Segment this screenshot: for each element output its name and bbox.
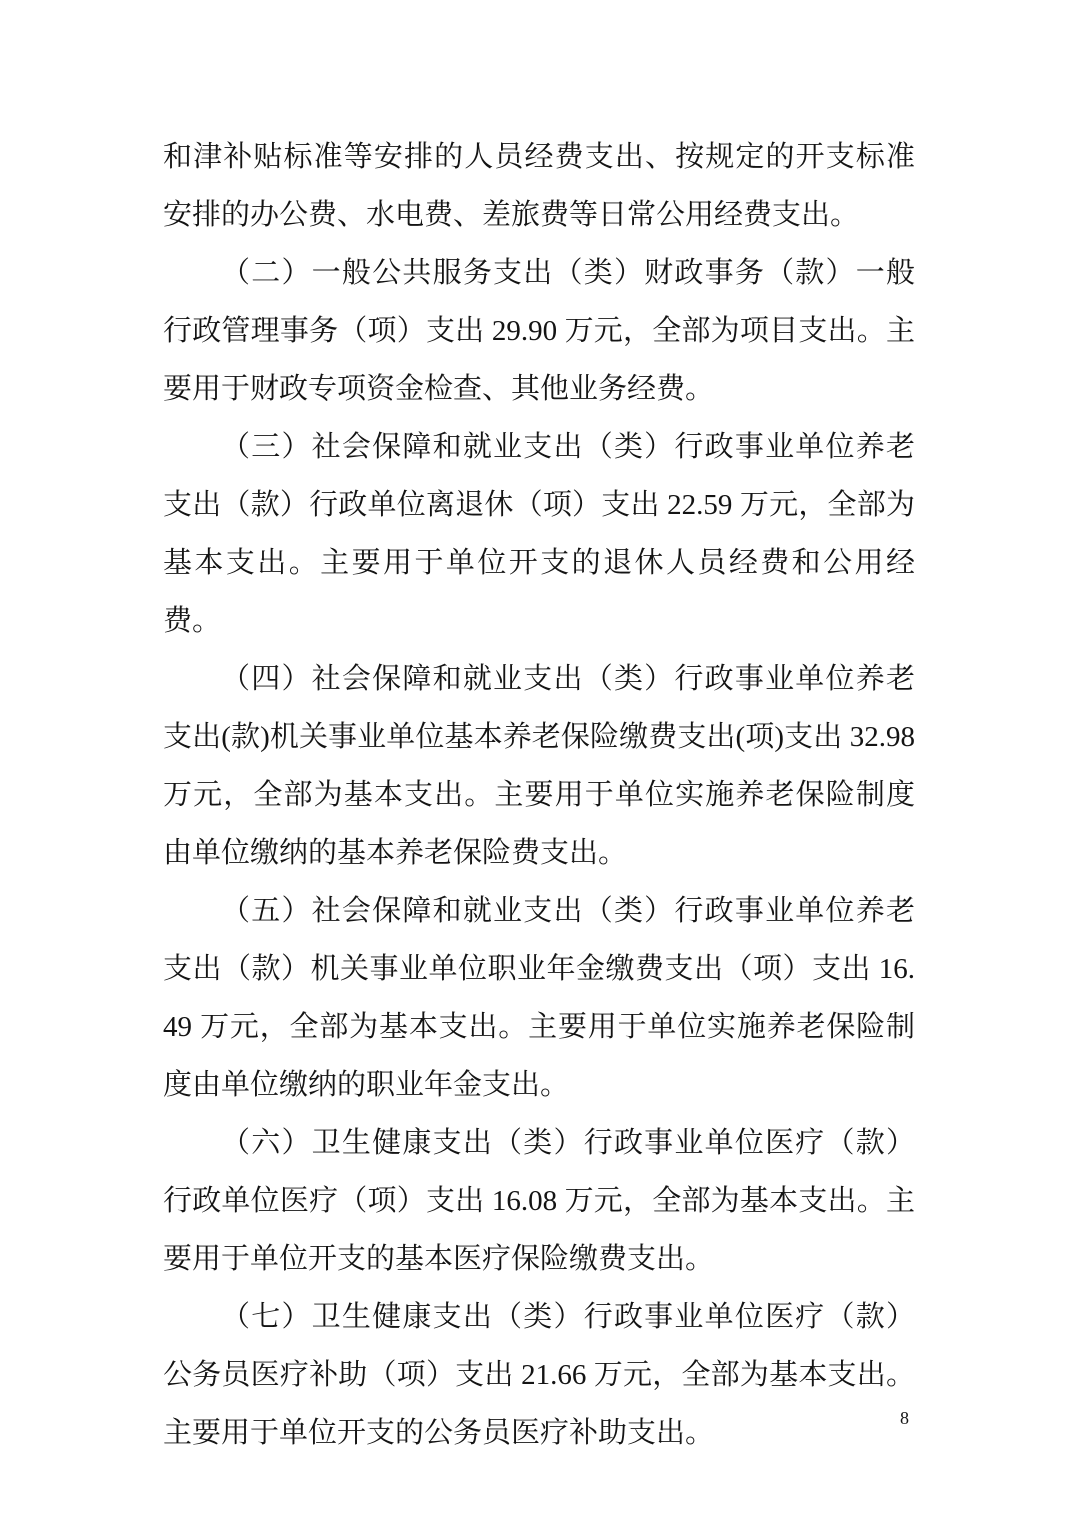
paragraph: （四）社会保障和就业支出（类）行政事业单位养老支出(款)机关事业单位基本养老保险缴费支出(项)支出 32.98 万元，全部为基本支出。主要用于单位实施养老保险制度由单位缴纳的基本养老保险费支出。 (163, 663, 915, 869)
page-number: 8 (900, 1408, 909, 1428)
paragraph: （二）一般公共服务支出（类）财政事务（款）一般行政管理事务（项）支出 29.90 万元，全部为项目支出。主要用于财政专项资金检查、其他业务经费。 (163, 257, 915, 405)
paragraph: （三）社会保障和就业支出（类）行政事业单位养老支出（款）行政单位离退休（项）支出 22.59 万元，全部为基本支出。主要用于单位开支的退休人员经费和公用经费。 (163, 431, 915, 637)
paragraph: 和津补贴标准等安排的人员经费支出、按规定的开支标准安排的办公费、水电费、差旅费等日常公用经费支出。 (163, 141, 915, 231)
paragraph: （六）卫生健康支出（类）行政事业单位医疗（款）行政单位医疗（项）支出 16.08 万元，全部为基本支出。主要用于单位开支的基本医疗保险缴费支出。 (163, 1127, 915, 1275)
document-body (163, 128, 915, 1462)
paragraph: （五）社会保障和就业支出（类）行政事业单位养老支出（款）机关事业单位职业年金缴费支出（项）支出 16.49 万元，全部为基本支出。主要用于单位实施养老保险制度由单位缴纳的职业年金支出。 (163, 895, 915, 1101)
paragraph: （七）卫生健康支出（类）行政事业单位医疗（款）公务员医疗补助（项）支出 21.66 万元，全部为基本支出。主要用于单位开支的公务员医疗补助支出。 (163, 1301, 915, 1449)
